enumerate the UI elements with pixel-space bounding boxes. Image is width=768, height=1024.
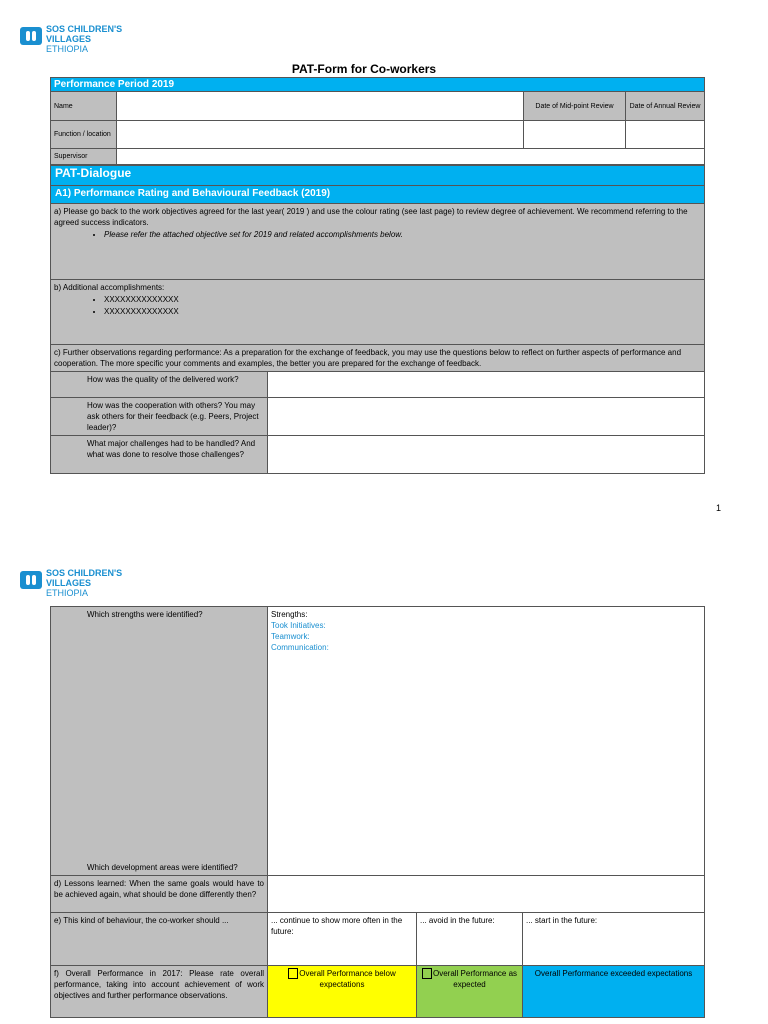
mid-point-date-field[interactable] (524, 121, 626, 149)
section-e: e) This kind of behaviour, the co-worker should ... (51, 913, 268, 966)
avoid-field[interactable]: ... avoid in the future: (417, 913, 523, 966)
section-b-bullet: • XXXXXXXXXXXXXX (104, 306, 701, 318)
logo-line3: ETHIOPIA (46, 588, 89, 598)
development-question: Which development areas were identified? (87, 863, 238, 872)
strengths-question: Which strengths were identified? (87, 610, 203, 619)
section-a (51, 204, 705, 280)
name-field[interactable] (117, 92, 524, 121)
annual-date-field[interactable] (626, 121, 705, 149)
strength-item: Communication: (271, 643, 329, 652)
page-number: 1 (716, 503, 722, 513)
function-label: Function / location (51, 121, 117, 149)
name-label: Name (51, 92, 117, 121)
sos-logo-icon (20, 571, 42, 589)
section-b-bullet: • XXXXXXXXXXXXXX (104, 294, 701, 306)
strength-item: Teamwork: (271, 632, 310, 641)
answer-quality-field[interactable] (268, 372, 705, 398)
logo-line1: SOS CHILDREN'S (46, 24, 123, 34)
supervisor-label: Supervisor (51, 149, 117, 165)
strengths-dev-questions (51, 607, 268, 876)
section-b (51, 280, 705, 345)
answer-challenges-field[interactable] (268, 436, 705, 474)
dialogue-title: PAT-Dialogue (51, 166, 705, 186)
lessons-field[interactable] (268, 876, 705, 913)
start-field[interactable]: ... start in the future: (523, 913, 705, 966)
answer-cooperation-field[interactable] (268, 398, 705, 436)
logo-line2: VILLAGES (46, 578, 92, 588)
checkbox-icon[interactable] (422, 968, 432, 979)
checkbox-icon[interactable] (288, 968, 298, 979)
sos-logo (20, 568, 122, 598)
form-title: PAT-Form for Co-workers (291, 62, 437, 76)
rating-below-label: Overall Performance below expectations (299, 969, 396, 990)
logo-line2: VILLAGES (46, 34, 92, 44)
section-d: d) Lessons learned: When the same goals would have to be achieved again, what should be done differently then? (51, 876, 268, 913)
sos-logo (20, 24, 122, 54)
sos-logo-icon (20, 27, 42, 45)
continue-field[interactable]: ... continue to show more often in the future: (268, 913, 417, 966)
section-a-text: a) Please go back to the work objectives agreed for the last year( 2019 ) and use the colour rating (see last page) to review degree of achievement. We recommend referring to the agreed success indicators. (54, 207, 688, 227)
rating-exceeded[interactable] (523, 966, 705, 1018)
question-cooperation: How was the cooperation with others? You may ask others for their feedback (e.g. Peers, Project leader)? (51, 398, 268, 436)
section-f: f) Overall Performance in 2017: Please rate overall performance, taking into account achievement of work objectives and further performance observations. (51, 966, 268, 1018)
strengths-field[interactable] (268, 607, 705, 876)
performance-period: Performance Period 2019 (51, 78, 705, 92)
header-table (50, 77, 705, 165)
logo-line3: ETHIOPIA (46, 44, 89, 54)
rating-expected-label: Overall Performance as expected (432, 969, 518, 990)
section-b-text: b) Additional accomplishments: (54, 283, 165, 292)
strength-item: Took Initiatives: (271, 621, 326, 630)
rating-exceeded-label: Overall Performance exceeded expectations (534, 969, 693, 978)
rating-below[interactable] (268, 966, 417, 1018)
annual-review-label: Date of Annual Review (626, 92, 705, 121)
a1-title: A1) Performance Rating and Behavioural Feedback (2019) (51, 186, 705, 204)
mid-point-label: Date of Mid-point Review (524, 92, 626, 121)
section-a-bullet: • Please refer the attached objective set for 2019 and related accomplishments below. (104, 229, 701, 241)
function-field[interactable] (117, 121, 524, 149)
question-challenges: What major challenges had to be handled? And what was done to resolve those challenges? (51, 436, 268, 474)
dialogue-table (50, 165, 705, 474)
section-c: c) Further observations regarding performance: As a preparation for the exchange of feedback, you may use the questions below to reflect on further aspects of performance and cooperation. The more specific your comments and examples, the better you are prepared for the exchange of feedback. (51, 345, 705, 372)
rating-expected[interactable] (417, 966, 523, 1018)
logo-line1: SOS CHILDREN'S (46, 568, 123, 578)
strengths-label: Strengths: (271, 610, 308, 619)
supervisor-field[interactable] (117, 149, 705, 165)
page2-table (50, 606, 705, 1018)
question-quality: How was the quality of the delivered work? (51, 372, 268, 398)
